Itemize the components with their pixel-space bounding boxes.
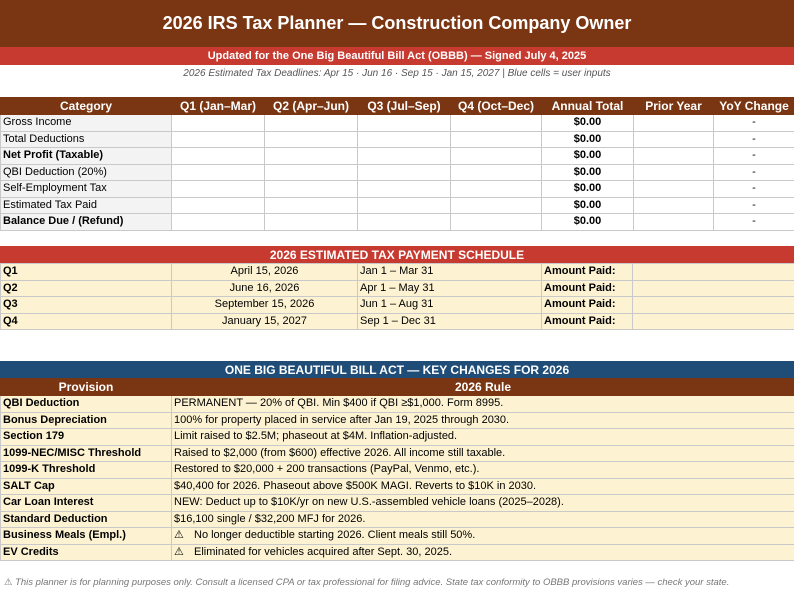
page-title: 2026 IRS Tax Planner — Construction Company Owner bbox=[0, 0, 794, 47]
annual-total-cell: $0.00 bbox=[542, 131, 634, 148]
q1-input-cell[interactable] bbox=[172, 181, 265, 198]
changes-header-0: Provision bbox=[1, 379, 172, 396]
provision-row bbox=[1, 511, 794, 528]
category-label: Gross Income bbox=[1, 115, 172, 132]
category-label: Total Deductions bbox=[1, 131, 172, 148]
q1-input-cell[interactable] bbox=[172, 148, 265, 165]
provision-rule-cell bbox=[172, 544, 794, 561]
provision-rule-cell bbox=[172, 462, 794, 479]
schedule-heading: 2026 ESTIMATED TAX PAYMENT SCHEDULE bbox=[0, 246, 794, 263]
provision-rule: $40,400 for 2026. Phaseout above $500K MAGI. Reverts to $10K in 2030. bbox=[174, 479, 537, 492]
summary-header-2: Q2 (Apr–Jun) bbox=[265, 98, 358, 115]
q3-input-cell[interactable] bbox=[358, 197, 451, 214]
summary-header-0: Category bbox=[1, 98, 172, 115]
quarter-label: Q2 bbox=[1, 280, 172, 297]
provision-row bbox=[1, 412, 794, 429]
prior-year-input-cell[interactable] bbox=[634, 148, 714, 165]
q3-input-cell[interactable] bbox=[358, 181, 451, 198]
provision-row bbox=[1, 528, 794, 545]
summary-header-5: Annual Total bbox=[542, 98, 634, 115]
provision-rule-cell bbox=[172, 429, 794, 446]
q3-input-cell[interactable] bbox=[358, 131, 451, 148]
coverage-period: Jun 1 – Aug 31 bbox=[358, 297, 542, 314]
deadlines-note: 2026 Estimated Tax Deadlines: Apr 15 · Jun 16 · Sep 15 · Jan 15, 2027 | Blue cells = user inputs bbox=[183, 67, 611, 79]
annual-total-cell: $0.00 bbox=[542, 115, 634, 132]
amount-paid-label: Amount Paid: bbox=[542, 280, 633, 297]
yoy-change-cell: - bbox=[714, 131, 794, 148]
annual-total-cell: $0.00 bbox=[542, 164, 634, 181]
quarter-label: Q1 bbox=[1, 264, 172, 281]
annual-total-cell: $0.00 bbox=[542, 197, 634, 214]
q1-input-cell[interactable] bbox=[172, 131, 265, 148]
q1-input-cell[interactable] bbox=[172, 197, 265, 214]
warning-icon: ⚠ bbox=[174, 545, 184, 558]
yoy-change-cell: - bbox=[714, 115, 794, 132]
q2-input-cell[interactable] bbox=[265, 214, 358, 231]
provision-name: 1099-K Threshold bbox=[1, 462, 172, 479]
provision-name: Standard Deduction bbox=[1, 511, 172, 528]
summary-row bbox=[1, 148, 794, 165]
q4-input-cell[interactable] bbox=[451, 148, 542, 165]
provision-rule-cell bbox=[172, 412, 794, 429]
q4-input-cell[interactable] bbox=[451, 214, 542, 231]
provision-rule-cell bbox=[172, 511, 794, 528]
q4-input-cell[interactable] bbox=[451, 181, 542, 198]
schedule-row bbox=[1, 264, 794, 281]
category-label: Estimated Tax Paid bbox=[1, 197, 172, 214]
provision-rule-cell bbox=[172, 396, 794, 413]
provision-row bbox=[1, 396, 794, 413]
coverage-period: Jan 1 – Mar 31 bbox=[358, 264, 542, 281]
provision-rule: Restored to $20,000 + 200 transactions (PayPal, Venmo, etc.). bbox=[174, 463, 480, 476]
provision-row bbox=[1, 429, 794, 446]
summary-row bbox=[1, 131, 794, 148]
summary-header-6: Prior Year bbox=[634, 98, 714, 115]
provision-rule: $16,100 single / $32,200 MFJ for 2026. bbox=[174, 512, 366, 525]
prior-year-input-cell[interactable] bbox=[634, 115, 714, 132]
due-date: April 15, 2026 bbox=[172, 264, 358, 281]
provision-rule: Raised to $2,000 (from $600) effective 2026. All income still taxable. bbox=[174, 446, 506, 459]
provision-row bbox=[1, 544, 794, 561]
prior-year-input-cell[interactable] bbox=[634, 197, 714, 214]
provision-rule-cell bbox=[172, 528, 794, 545]
provision-rule: Eliminated for vehicles acquired after Sept. 30, 2025. bbox=[194, 545, 453, 558]
q1-input-cell[interactable] bbox=[172, 115, 265, 132]
provision-name: Business Meals (Empl.) bbox=[1, 528, 172, 545]
q4-input-cell[interactable] bbox=[451, 164, 542, 181]
provision-rule: No longer deductible starting 2026. Client meals still 50%. bbox=[194, 529, 476, 542]
category-label: Self-Employment Tax bbox=[1, 181, 172, 198]
summary-header-3: Q3 (Jul–Sep) bbox=[358, 98, 451, 115]
schedule-row bbox=[1, 313, 794, 330]
q2-input-cell[interactable] bbox=[265, 115, 358, 132]
q3-input-cell[interactable] bbox=[358, 164, 451, 181]
summary-header-4: Q4 (Oct–Dec) bbox=[451, 98, 542, 115]
obbb-changes-heading: ONE BIG BEAUTIFUL BILL ACT — KEY CHANGES FOR 2026 bbox=[0, 361, 794, 378]
quarter-label: Q4 bbox=[1, 313, 172, 330]
provision-rule-cell bbox=[172, 478, 794, 495]
yoy-change-cell: - bbox=[714, 164, 794, 181]
due-date: January 15, 2027 bbox=[172, 313, 358, 330]
summary-row bbox=[1, 164, 794, 181]
provision-row bbox=[1, 445, 794, 462]
obbb-changes-table bbox=[0, 378, 794, 561]
coverage-period: Sep 1 – Dec 31 bbox=[358, 313, 542, 330]
warning-icon: ⚠ bbox=[174, 529, 184, 542]
q4-input-cell[interactable] bbox=[451, 131, 542, 148]
provision-row bbox=[1, 478, 794, 495]
category-label: Balance Due / (Refund) bbox=[1, 214, 172, 231]
q3-input-cell[interactable] bbox=[358, 115, 451, 132]
q2-input-cell[interactable] bbox=[265, 148, 358, 165]
summary-row bbox=[1, 115, 794, 132]
q3-input-cell[interactable] bbox=[358, 148, 451, 165]
provision-rule: PERMANENT — 20% of QBI. Min $400 if QBI ≥$1,000. Form 8995. bbox=[174, 397, 504, 410]
provision-rule-cell bbox=[172, 445, 794, 462]
provision-row bbox=[1, 462, 794, 479]
amount-paid-input-cell[interactable] bbox=[633, 264, 794, 281]
provision-row bbox=[1, 495, 794, 512]
q2-input-cell[interactable] bbox=[265, 181, 358, 198]
provision-rule-cell bbox=[172, 495, 794, 512]
prior-year-input-cell[interactable] bbox=[634, 164, 714, 181]
q4-input-cell[interactable] bbox=[451, 115, 542, 132]
summary-header-7: YoY Change bbox=[714, 98, 794, 115]
provision-rule: NEW: Deduct up to $10K/yr on new U.S.-assembled vehicle loans (2025–2028). bbox=[174, 496, 564, 509]
schedule-row bbox=[1, 297, 794, 314]
provision-rule: 100% for property placed in service after Jan 19, 2025 through 2030. bbox=[174, 413, 510, 426]
q2-input-cell[interactable] bbox=[265, 197, 358, 214]
coverage-period: Apr 1 – May 31 bbox=[358, 280, 542, 297]
changes-header-1: 2026 Rule bbox=[172, 379, 794, 396]
due-date: September 15, 2026 bbox=[172, 297, 358, 314]
provision-rule: Limit raised to $2.5M; phaseout at $4M. Inflation-adjusted. bbox=[174, 430, 458, 443]
q2-input-cell[interactable] bbox=[265, 164, 358, 181]
amount-paid-input-cell[interactable] bbox=[633, 280, 794, 297]
summary-row bbox=[1, 181, 794, 198]
q4-input-cell[interactable] bbox=[451, 197, 542, 214]
disclaimer: ⚠ This planner is for planning purposes only. Consult a licensed CPA or tax professional for filing advice. State tax conformity to OBBB provisions varies — check your state. bbox=[4, 577, 730, 588]
category-label: Net Profit (Taxable) bbox=[1, 148, 172, 165]
q2-input-cell[interactable] bbox=[265, 131, 358, 148]
amount-paid-label: Amount Paid: bbox=[542, 313, 633, 330]
due-date: June 16, 2026 bbox=[172, 280, 358, 297]
provision-name: QBI Deduction bbox=[1, 396, 172, 413]
provision-name: SALT Cap bbox=[1, 478, 172, 495]
schedule-row bbox=[1, 280, 794, 297]
provision-name: EV Credits bbox=[1, 544, 172, 561]
provision-name: 1099-NEC/MISC Threshold bbox=[1, 445, 172, 462]
amount-paid-label: Amount Paid: bbox=[542, 297, 633, 314]
amount-paid-label: Amount Paid: bbox=[542, 264, 633, 281]
amount-paid-input-cell[interactable] bbox=[633, 297, 794, 314]
prior-year-input-cell[interactable] bbox=[634, 181, 714, 198]
provision-name: Section 179 bbox=[1, 429, 172, 446]
yoy-change-cell: - bbox=[714, 181, 794, 198]
category-label: QBI Deduction (20%) bbox=[1, 164, 172, 181]
q3-input-cell[interactable] bbox=[358, 214, 451, 231]
annual-total-cell: $0.00 bbox=[542, 214, 634, 231]
yoy-change-cell: - bbox=[714, 214, 794, 231]
provision-name: Bonus Depreciation bbox=[1, 412, 172, 429]
yoy-change-cell: - bbox=[714, 148, 794, 165]
summary-row bbox=[1, 214, 794, 231]
summary-table bbox=[0, 97, 794, 231]
obbb-banner: Updated for the One Big Beautiful Bill Act (OBBB) — Signed July 4, 2025 bbox=[0, 47, 794, 65]
provision-name: Car Loan Interest bbox=[1, 495, 172, 512]
yoy-change-cell: - bbox=[714, 197, 794, 214]
payment-schedule-table bbox=[0, 263, 794, 330]
annual-total-cell: $0.00 bbox=[542, 148, 634, 165]
q1-input-cell[interactable] bbox=[172, 164, 265, 181]
q1-input-cell[interactable] bbox=[172, 214, 265, 231]
prior-year-input-cell[interactable] bbox=[634, 131, 714, 148]
summary-header-1: Q1 (Jan–Mar) bbox=[172, 98, 265, 115]
quarter-label: Q3 bbox=[1, 297, 172, 314]
amount-paid-input-cell[interactable] bbox=[633, 313, 794, 330]
annual-total-cell: $0.00 bbox=[542, 181, 634, 198]
summary-row bbox=[1, 197, 794, 214]
prior-year-input-cell[interactable] bbox=[634, 214, 714, 231]
